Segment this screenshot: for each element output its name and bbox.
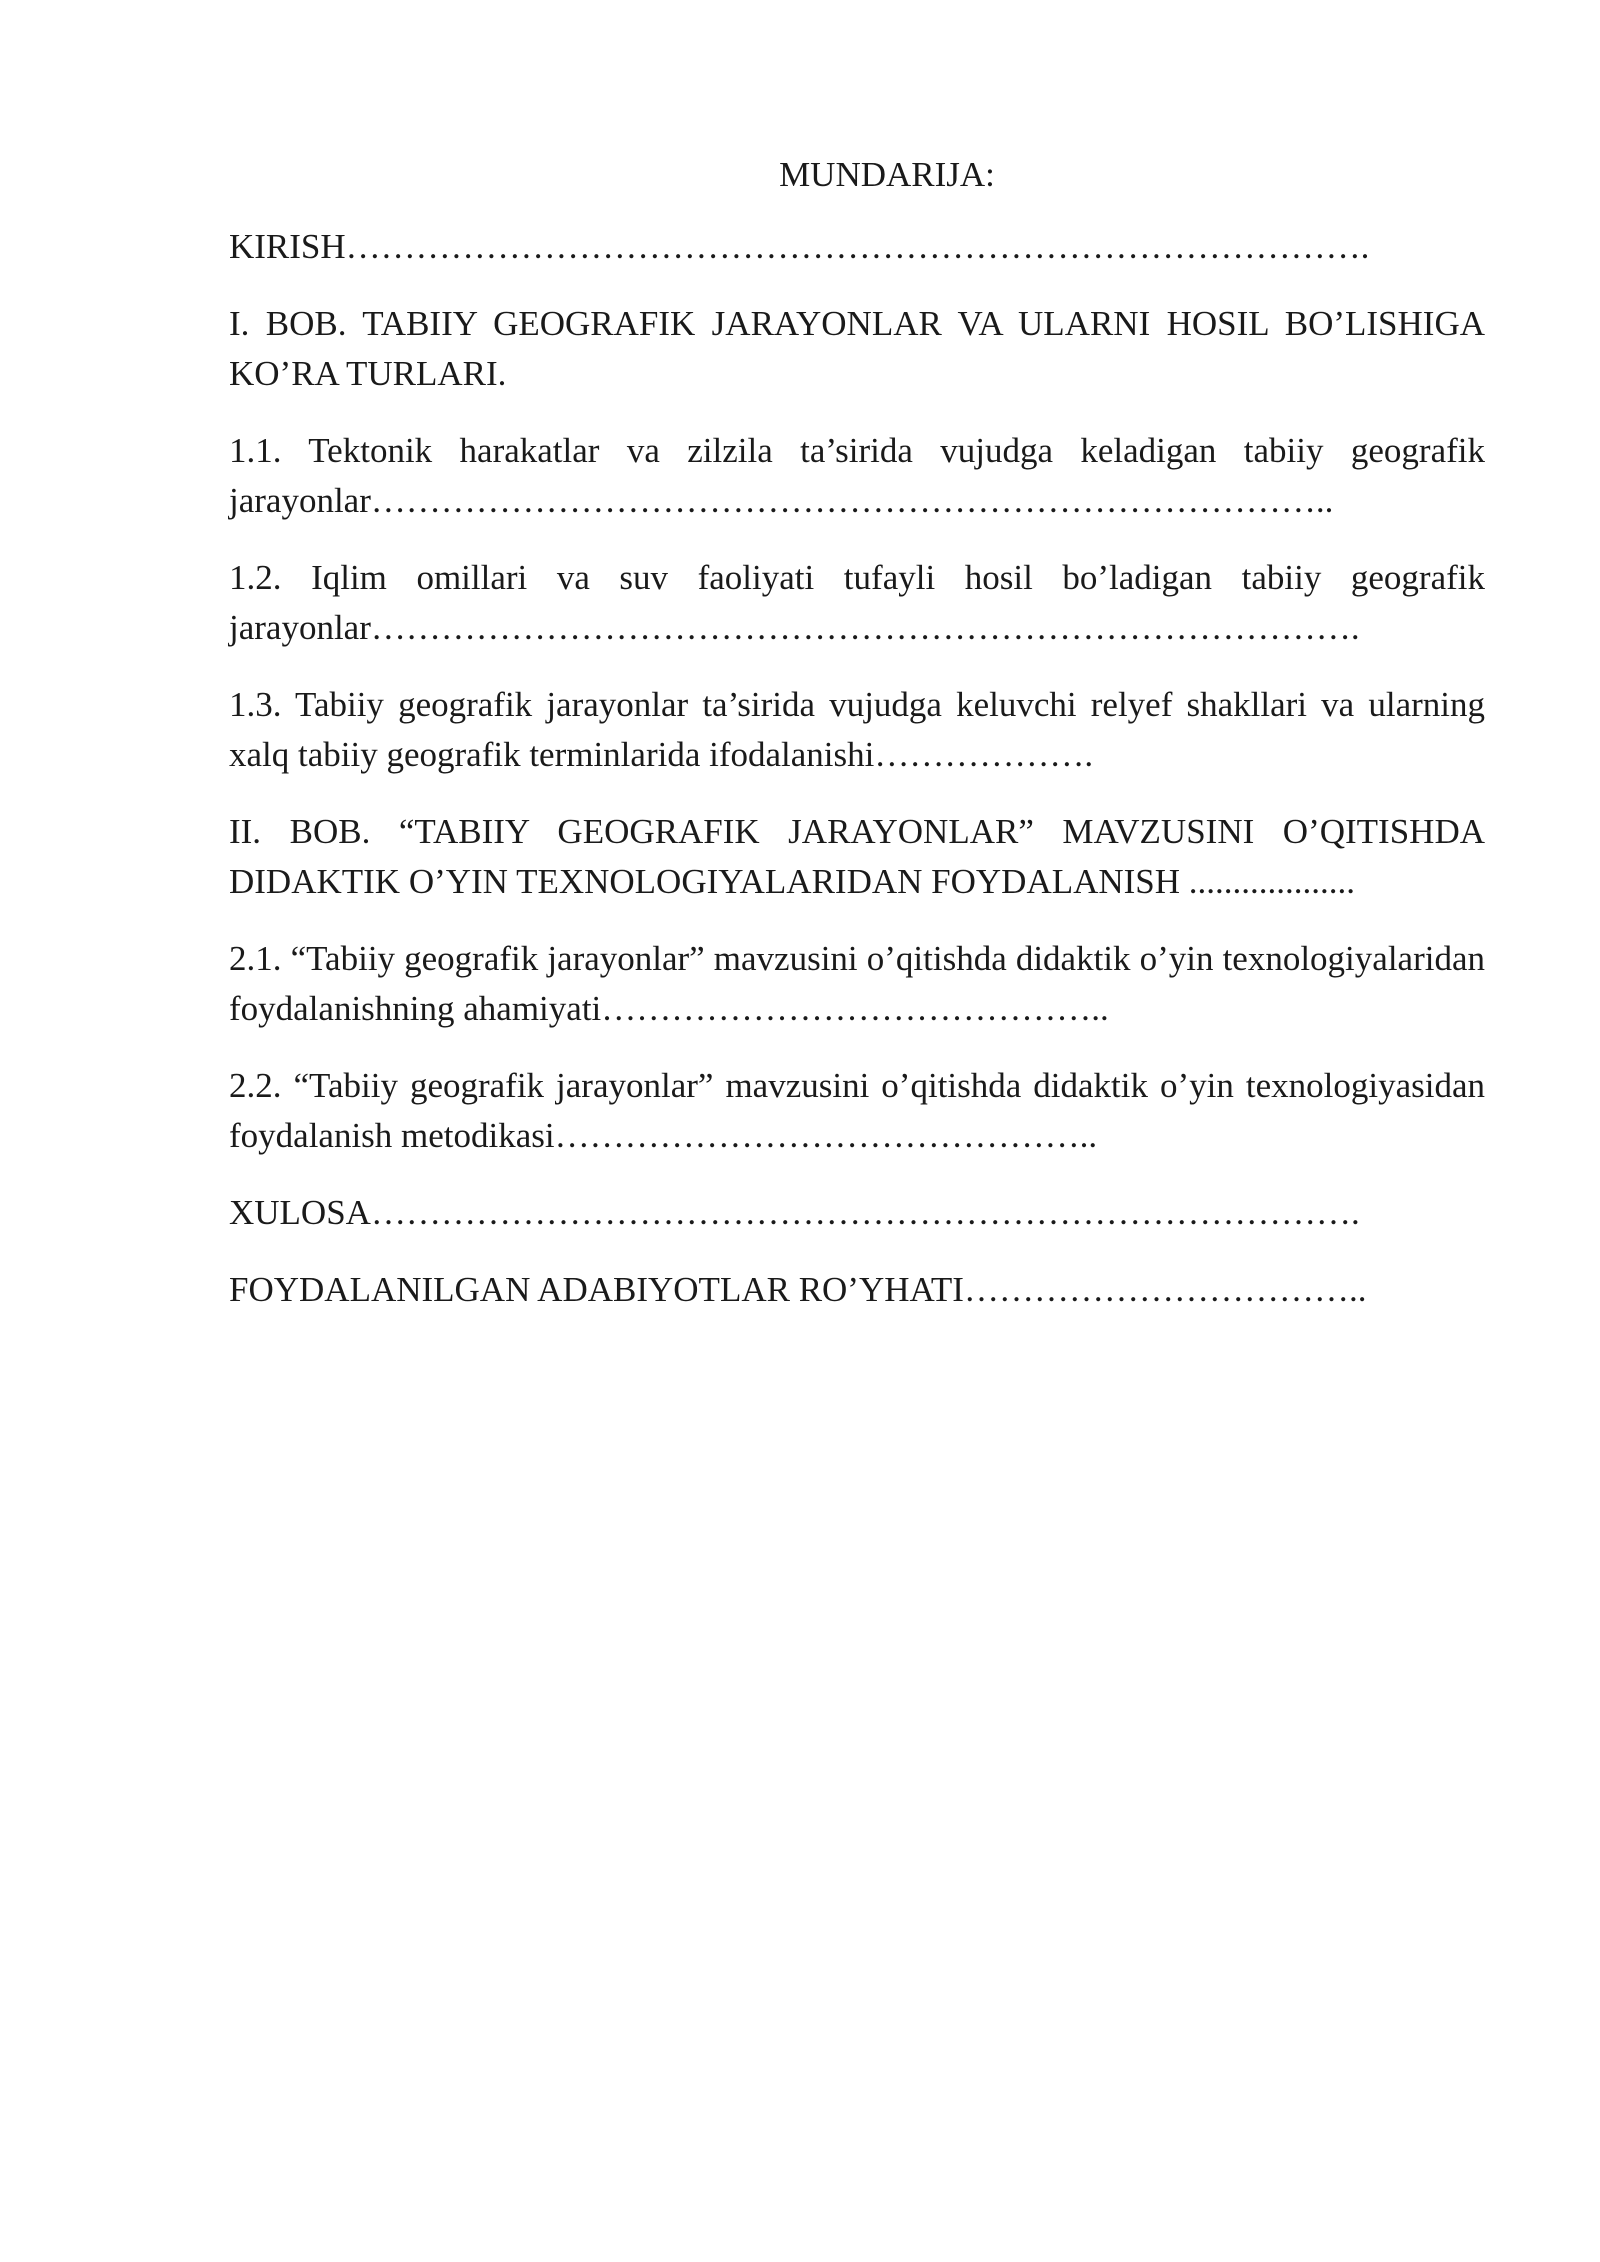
document-page <box>229 150 1485 1342</box>
toc-entry-kirish: KIRISH……………………………………………………………………………. <box>229 227 1370 266</box>
toc-entry-1-3: 1.3. Tabiiy geografik jarayonlar ta’sirida vujudga keluvchi relyef shakllari va ularning xalq tabiiy geografik terminlarida ifodalanishi………………. <box>229 685 1485 774</box>
toc-entry-2-2: 2.2. “Tabiiy geografik jarayonlar” mavzusini o’qitishda didaktik o’yin texnologiyasidan foydalanish metodikasi……………………………………….. <box>229 1066 1485 1155</box>
toc-entry-chapter-2: II. BOB. “TABIIY GEOGRAFIK JARAYONLAR” MAVZUSINI O’QITISHDA DIDAKTIK O’YIN TEXNOLOGIYALARIDAN FOYDALANISH ................... <box>229 812 1485 901</box>
toc-entry-2-1: 2.1. “Tabiiy geografik jarayonlar” mavzusini o’qitishda didaktik o’yin texnologiyalaridan foydalanishning ahamiyati…………………………………….. <box>229 939 1485 1028</box>
toc-entry-adabiyotlar: FOYDALANILGAN ADABIYOTLAR RO’YHATI…………………………….. <box>229 1270 1367 1309</box>
toc-entry-1-1: 1.1. Tektonik harakatlar va zilzila ta’sirida vujudga keladigan tabiiy geografik jarayonlar……………………………………………………………………….. <box>229 431 1485 520</box>
toc-entry-xulosa: XULOSA…………………………………………………………………………. <box>229 1193 1360 1232</box>
toc-entry-chapter-1: I. BOB. TABIIY GEOGRAFIK JARAYONLAR VA ULARNI HOSIL BO’LISHIGA KO’RA TURLARI. <box>229 304 1485 393</box>
page-title: MUNDARIJA: <box>779 155 995 194</box>
toc-entry-1-2: 1.2. Iqlim omillari va suv faoliyati tufayli hosil bo’ladigan tabiiy geografik jarayonlar…………………………………………………………………………. <box>229 558 1485 647</box>
